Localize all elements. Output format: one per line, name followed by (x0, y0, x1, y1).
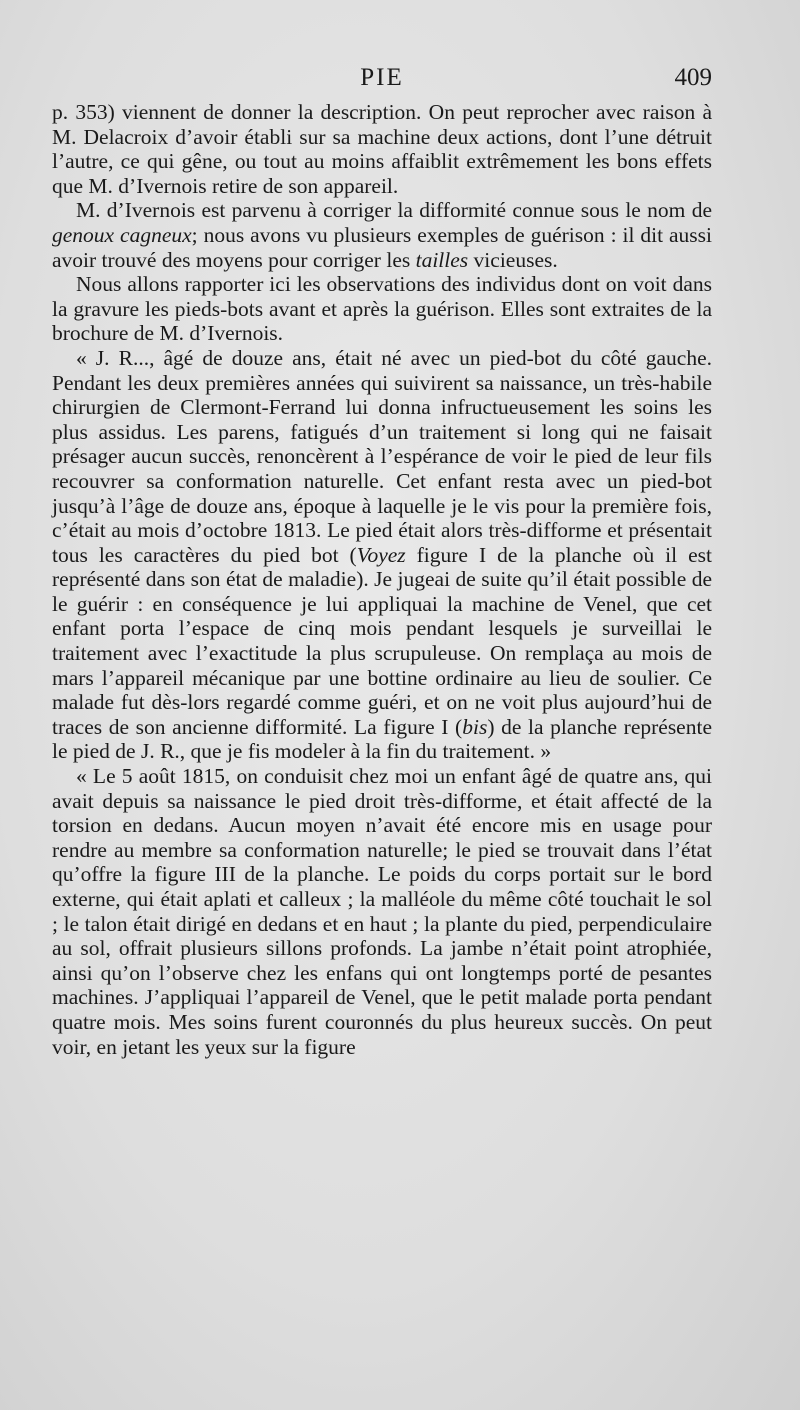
page-number: 409 (674, 64, 712, 91)
paragraph (52, 272, 712, 346)
text-run: ) de la planche représente le pied de J. R., que je fis modeler à la fin du traitement. » (52, 714, 712, 764)
text-run: Nous allons rapporter ici les observations des individus dont on voit dans la gravure les pieds-bots avant et après la guérison. Elles sont extraites de la brochure de M. d’Ivernois. (52, 272, 712, 346)
running-head: PIE (360, 64, 404, 91)
paragraph (52, 100, 712, 198)
text-run: M. d’Ivernois est parvenu à corriger la difformité connue sous le nom de (76, 198, 712, 223)
text-run: vicieuses. (468, 247, 558, 272)
text-run: « Le 5 août 1815, on conduisit chez moi un enfant âgé de quatre ans, qui avait depuis sa naissance le pied droit très-difforme, et était affecté de la torsion en dedans. Aucun moyen n’avait été encore mis en usage pour rendre au membre sa conformation naturelle; le pied se trouvait dans l’état qu’offre la figure III de la planche. Le poids du corps portait sur le bord externe, qui était aplati et calleux ; la malléole du même côté touchait le sol ; le talon était dirigé en dedans et en haut ; la plante du pied, perpendiculaire au sol, offrait plusieurs sillons profonds. La jambe n’était point atrophiée, ainsi qu’on l’observe chez les enfans qui ont longtemps porté de pesantes machines. J’appliquai l’appareil de Venel, que le petit malade porta pendant quatre mois. Mes soins furent couronnés du plus heureux succès. On peut voir, en jetant les yeux sur la figure (52, 764, 712, 1059)
italic-text: genoux cagneux (52, 222, 192, 247)
page-header (52, 64, 712, 98)
text-run: p. 353) viennent de donner la description. On peut reprocher avec raison à M. Delacroix d’avoir établi sur sa machine deux actions, dont l’une détruit l’autre, ce qui gêne, ou tout au moins affaiblit extrêmement les bons effets que M. d’Ivernois retire de son appareil. (52, 100, 712, 198)
paragraph (52, 198, 712, 272)
body-text (52, 100, 712, 1059)
text-run: ; nous avons vu plusieurs exemples de guérison : il dit aussi avoir trouvé des moyens pour corriger les (52, 222, 712, 272)
paragraph (52, 346, 712, 764)
italic-text: Voyez (356, 542, 406, 567)
text-run: figure I de la planche où il est représenté dans son état de maladie). Je jugeai de suite qu’il était possible de le guérir : en conséquence je lui appliquai la machine de Venel, que cet enfant porta l’espace de cinq mois pendant lesquels je surveillai le traitement avec l’exactitude la plus scrupuleuse. On remplaça au mois de mars l’appareil mécanique par une bottine ordinaire au lieu de soulier. Ce malade fut dès-lors regardé comme guéri, et on ne voit plus aujourd’hui de traces de son ancienne difformité. La figure I ( (52, 542, 712, 739)
italic-text: bis (462, 714, 488, 739)
text-run: « J. R..., âgé de douze ans, était né avec un pied-bot du côté gauche. Pendant les deux premières années qui suivirent sa naissance, un très-habile chirurgien de Clermont-Ferrand lui donna infructueusement les soins les plus assidus. Les parens, fatigués d’un traitement si long qui ne faisait présager aucun succès, renoncèrent à l’espérance de voir le pied de leur fils recouvrer sa conformation naturelle. Cet enfant resta avec un pied-bot jusqu’à l’âge de douze ans, époque à laquelle je le vis pour la première fois, c’était au mois d’octobre 1813. Le pied était alors très-difforme et présentait tous les caractères du pied bot ( (52, 345, 712, 567)
paragraph (52, 764, 712, 1059)
italic-text: tailles (415, 247, 469, 272)
